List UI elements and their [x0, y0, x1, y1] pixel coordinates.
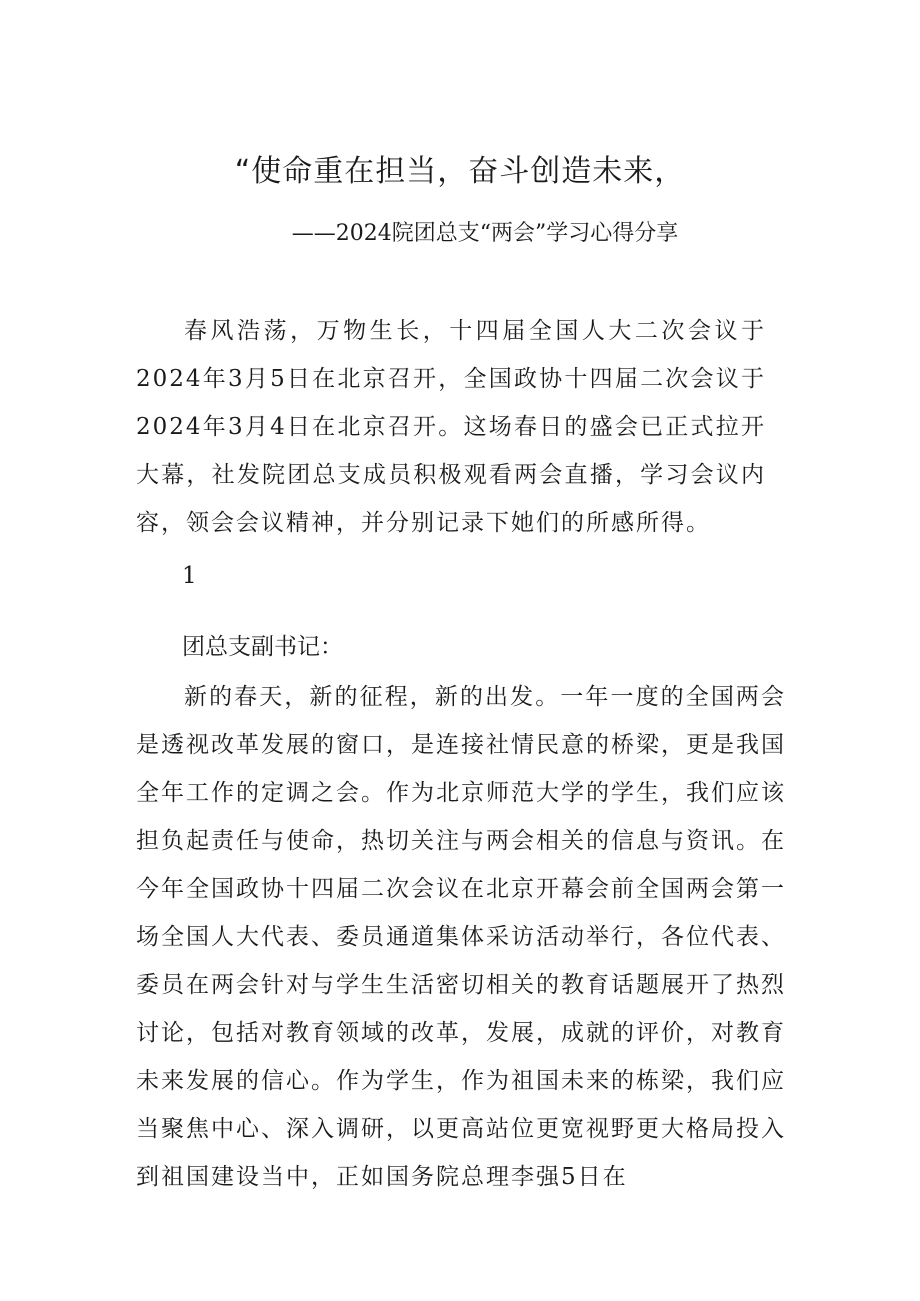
section-heading: 团总支副书记： [182, 634, 343, 660]
document-subtitle: ——2024院团总支“两会”学习心得分享 [291, 221, 679, 246]
intro-paragraph: 春风浩荡，万物生长，十四届全国人大二次会议于2024年3月5日在北京召开，全国政协十四届二次会议于2024年3月4日在北京召开。这场春日的盛会已正式拉开大幕，社发院团总支成员积极观看两会直播，学习会议内容，领会会议精神，并分别记录下她们的所感所得。 [136, 318, 766, 536]
section-number: 1 [182, 563, 197, 589]
section-body-paragraph: 新的春天，新的征程，新的出发。一年一度的全国两会是透视改革发展的窗口，是连接社情民意的桥梁，更是我国全年工作的定调之会。作为北京师范大学的学生，我们应该担负起责任与使命，热切关注与两会相关的信息与资讯。在今年全国政协十四届二次会议在北京开幕会前全国两会第一场全国人大代表、委员通道集体采访活动举行，各位代表、委员在两会针对与学生生活密切相关的教育话题展开了热烈讨论，包括对教育领域的改革，发展，成就的评价，对教育未来发展的信心。作为学生，作为祖国未来的栋梁，我们应当聚焦中心、深入调研，以更高站位更宽视野更大格局投入到祖国建设当中，正如国务院总理李强5日在 [136, 684, 786, 1190]
document-title: “使命重在担当，奋斗创造未来， [234, 154, 686, 189]
